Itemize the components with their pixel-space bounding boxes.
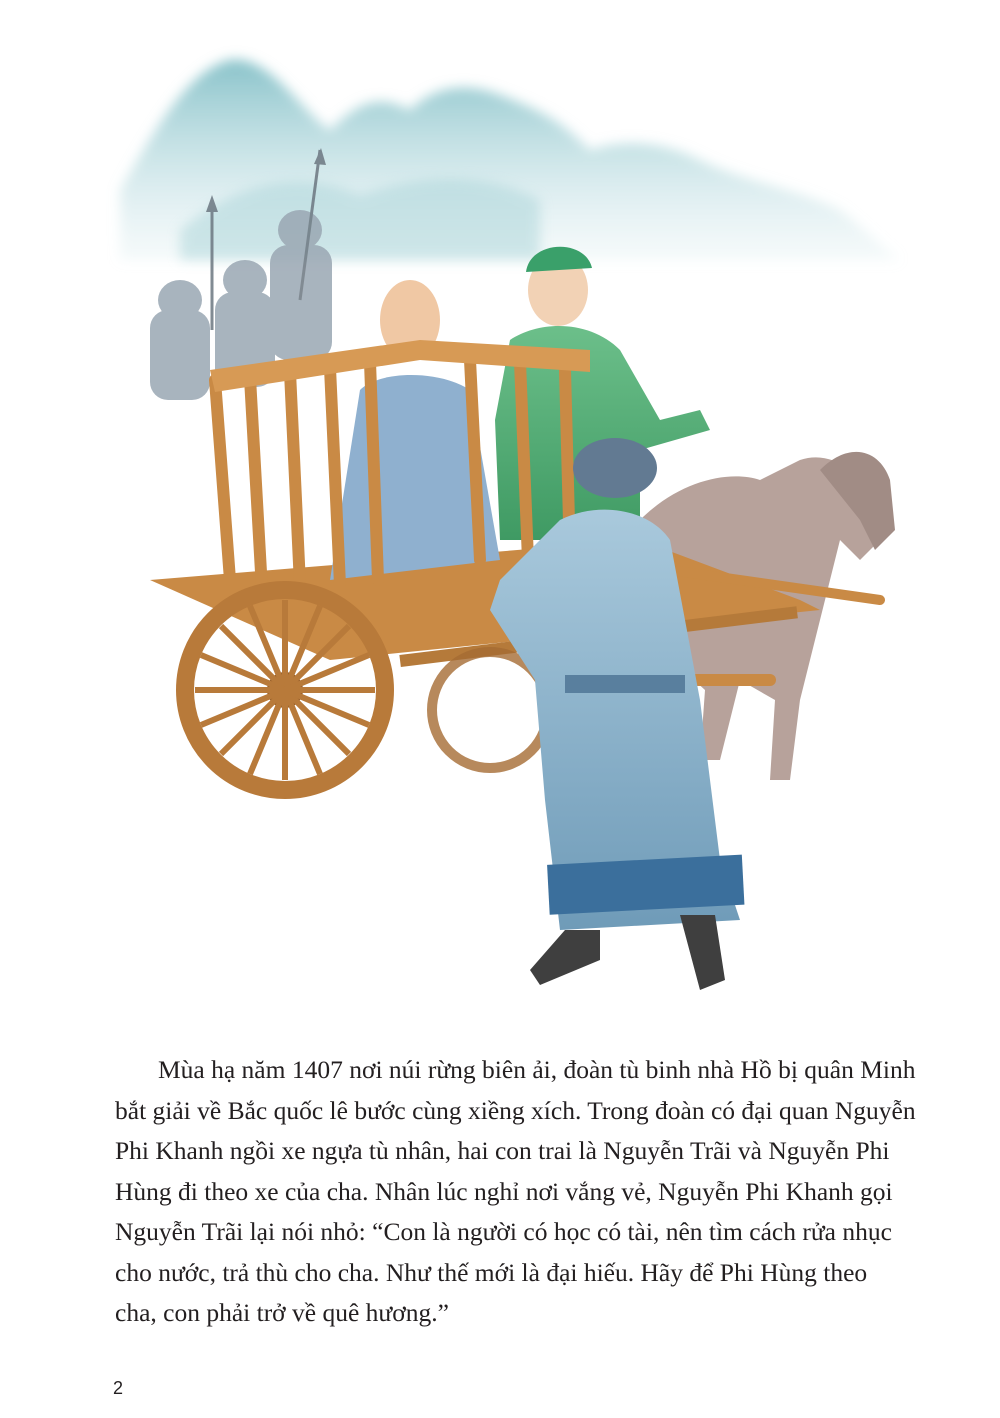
story-line: cho nước, trả thù cho cha. Như thế mới là đại hiếu. Hãy để Phi Hùng theo — [115, 1257, 868, 1287]
cart-wheel — [185, 590, 385, 790]
story-line: Hùng đi theo xe của cha. Nhân lúc nghỉ nơi vắng vẻ, Nguyễn Phi Khanh gọi — [115, 1176, 893, 1206]
story-line: Phi Khanh ngồi xe ngựa tù nhân, hai con trai là Nguyễn Trãi và Nguyễn Phi — [115, 1136, 890, 1165]
mountains — [120, 60, 900, 260]
story-line: bắt giải về Bắc quốc lê bước cùng xiềng xích. Trong đoàn có đại quan Nguyễn — [115, 1095, 916, 1125]
story-line: Nguyễn Trãi lại nói nhỏ: “Con là người có học có tài, nên tìm cách rửa nhục — [115, 1217, 892, 1246]
story-line: Mùa hạ năm 1407 nơi núi rừng biên ải, đoàn tù binh nhà Hồ bị quân Minh — [158, 1055, 916, 1084]
story-line: cha, con phải trở về quê hương.” — [115, 1298, 449, 1327]
story-paragraph — [115, 1050, 916, 1334]
page-number: 2 — [113, 1378, 124, 1398]
